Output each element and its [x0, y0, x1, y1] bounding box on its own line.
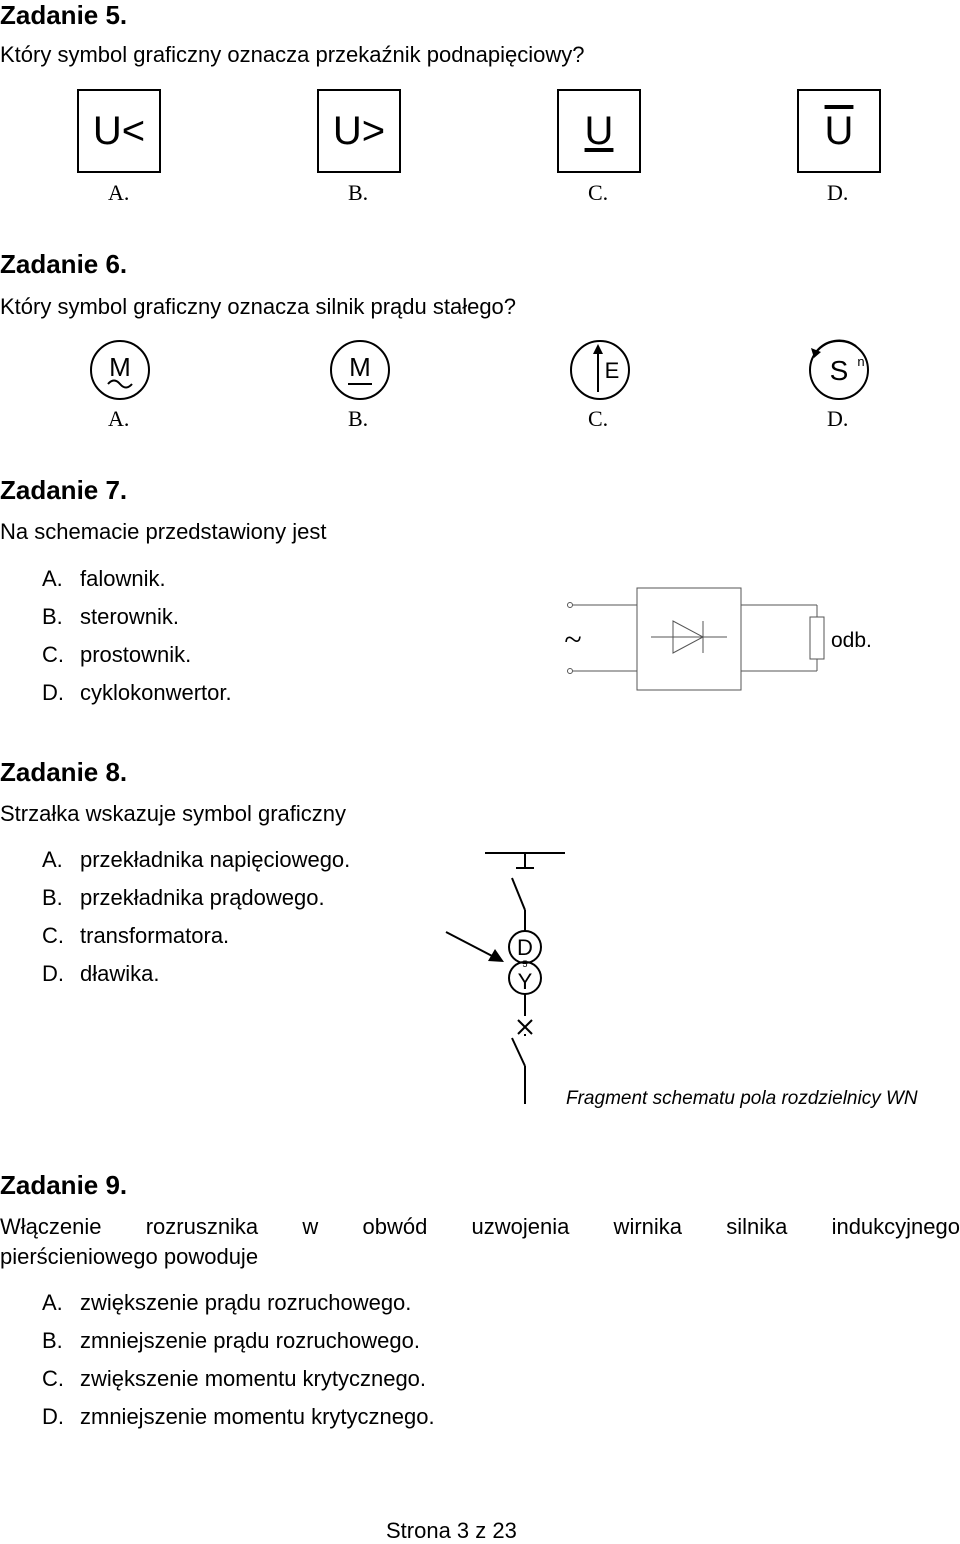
svg-text:D: D [517, 935, 533, 960]
task5-symbol-c: U [557, 89, 641, 173]
task7-heading: Zadanie 7. [0, 475, 128, 505]
task6-symbol-c [568, 338, 634, 404]
task5-heading: Zadanie 5. [0, 0, 128, 30]
task6-question: Który symbol graficzny oznacza silnik prądu stałego? [0, 294, 517, 319]
task8-answer-b: B. przekładnika prądowego. [42, 885, 325, 910]
task5-option-b-letter: B. [348, 180, 369, 205]
task7-answer-b: B. sterownik. [42, 604, 180, 629]
task7-load-label: odb. [831, 629, 872, 652]
task5-symbol-a: U< [77, 89, 161, 173]
svg-text:M: M [349, 352, 371, 382]
task5-option-d-letter: D. [827, 180, 849, 205]
task6-option-b-letter: B. [348, 406, 369, 431]
task7-answer-d: D. cyklokonwertor. [42, 680, 232, 705]
svg-text:M: M [109, 352, 131, 382]
task9-heading: Zadanie 9. [0, 1170, 128, 1200]
task6-option-c-letter: C. [588, 406, 609, 431]
task9-question-line1: Włączenie rozrusznika w obwód uzwojenia wirnika silnika indukcyjnego [0, 1214, 960, 1239]
task5-option-a-letter: A. [108, 180, 130, 205]
task7-answer-a: A. falownik. [42, 566, 166, 591]
task8-answer-a: A. przekładnika napięciowego. [42, 847, 351, 872]
task7-question: Na schemacie przedstawiony jest [0, 519, 327, 544]
task9-answer-b: B. zmniejszenie prądu rozruchowego. [42, 1328, 420, 1353]
task5-option-c-letter: C. [588, 180, 609, 205]
task9-answer-a: A. zwiększenie prądu rozruchowego. [42, 1290, 412, 1315]
task8-answer-c: C. transformatora. [42, 923, 230, 948]
svg-text:S: S [829, 355, 849, 386]
task8-heading: Zadanie 8. [0, 757, 128, 787]
task7-ac-source-symbol: ~ [564, 621, 582, 657]
task9-question-line2: pierścieniowego powoduje [0, 1244, 259, 1269]
task5-symbol-d: $\overline{U}$ [797, 89, 881, 173]
task6-symbol-d [806, 338, 876, 404]
task9-answer-c: C. zwiększenie momentu krytycznego. [42, 1366, 427, 1391]
task8-switchgear-diagram [440, 848, 580, 1110]
task6-option-d-letter: D. [827, 406, 849, 431]
task8-question: Strzałka wskazuje symbol graficzny [0, 801, 347, 826]
svg-text:Y: Y [517, 969, 533, 994]
task8-answer-d: D. dławika. [42, 961, 160, 986]
task6-symbol-b [328, 338, 394, 404]
task5-symbol-b: U> [317, 89, 401, 173]
page-number: Strona 3 z 23 [386, 1518, 517, 1543]
svg-text:E: E [604, 358, 620, 383]
task6-symbol-a [88, 338, 154, 404]
task6-option-a-letter: A. [108, 406, 130, 431]
task6-heading: Zadanie 6. [0, 249, 128, 279]
task7-answer-c: C. prostownik. [42, 642, 192, 667]
svg-text:5: 5 [522, 959, 528, 969]
svg-text:n: n [857, 354, 865, 369]
task7-rectifier-diagram [555, 585, 895, 700]
task9-answer-d: D. zmniejszenie momentu krytycznego. [42, 1404, 435, 1429]
task5-question: Który symbol graficzny oznacza przekaźnik podnapięciowy? [0, 42, 585, 67]
task8-diagram-caption: Fragment schematu pola rozdzielnicy WN [566, 1088, 918, 1109]
